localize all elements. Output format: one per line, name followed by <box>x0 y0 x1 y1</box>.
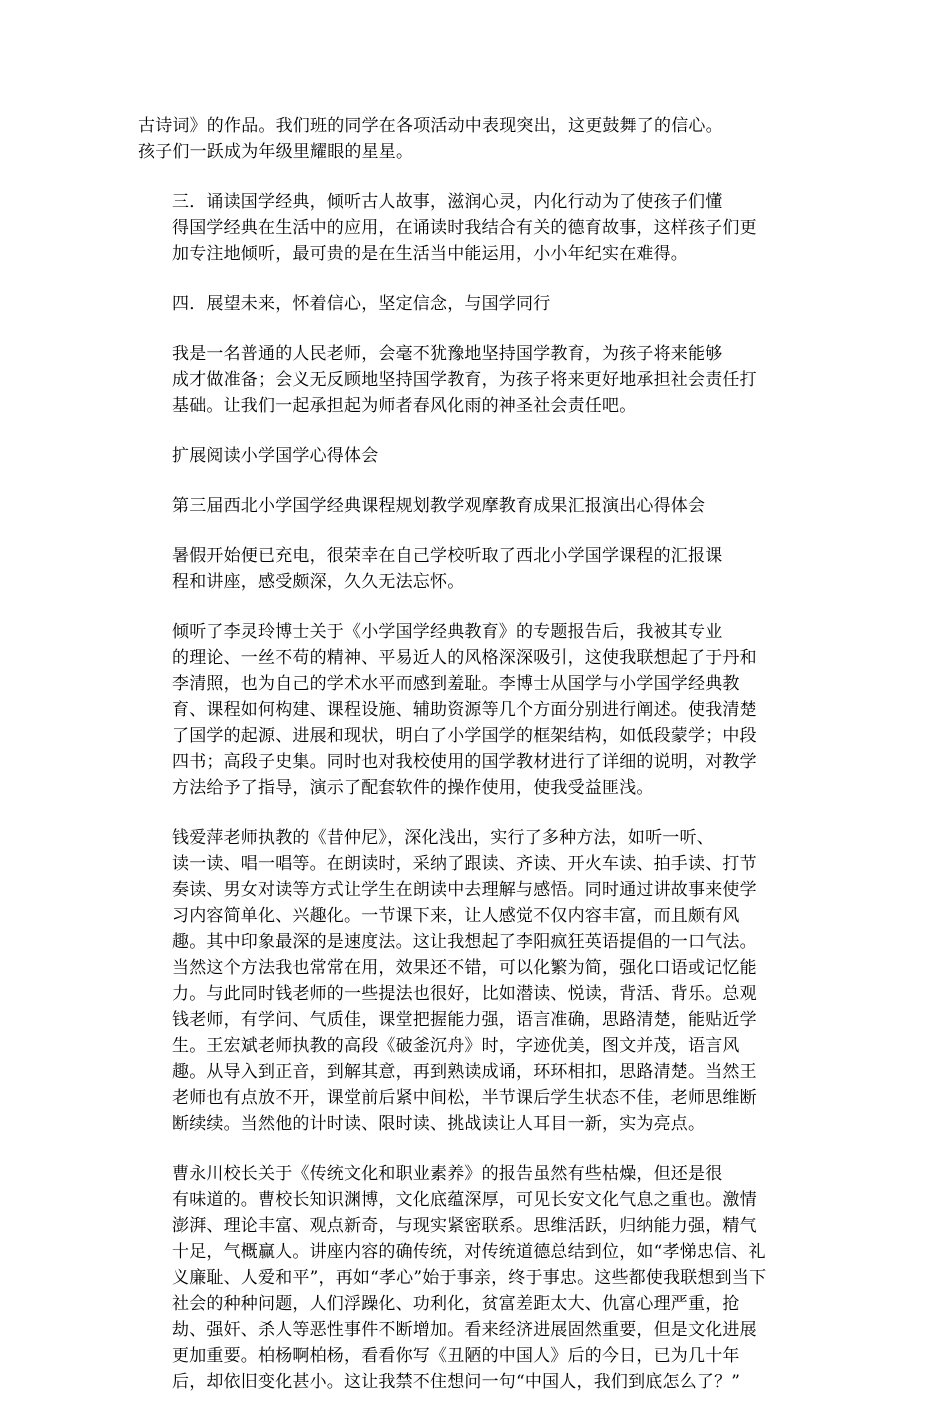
text-line: 十足，气概赢人。讲座内容的确传统，对传统道德总结到位，如“孝悌忠信、礼 <box>172 1242 766 1262</box>
text-line: 有味道的。曹校长知识渊博，文化底蕴深厚，可见长安文化气息之重也。激情 <box>172 1190 757 1210</box>
paragraph-p1 <box>138 113 812 165</box>
paragraph-p8 <box>138 619 812 801</box>
text-line: 加专注地倾听，最可贵的是在生活当中能运用，小小年纪实在难得。 <box>172 244 688 264</box>
text-line: 程和讲座，感受颇深，久久无法忘怀。 <box>172 572 465 592</box>
document-body <box>138 113 812 1419</box>
paragraph-p10 <box>138 1161 812 1395</box>
text-line: 劫、强奸、杀人等恶性事件不断增加。看来经济进展固然重要，但是文化进展 <box>172 1320 757 1340</box>
text-line: 生。王宏斌老师执教的高段《破釜沉舟》时，字迹优美，图文并茂，语言风 <box>172 1036 740 1056</box>
text-line: 李清照，也为自己的学术水平而感到羞耻。李博士从国学与小学国学经典教 <box>172 674 740 694</box>
text-line: 育、课程如何构建、课程设施、辅助资源等几个方面分别进行阐述。使我清楚 <box>172 700 757 720</box>
text-line: 曹永川校长关于《传统文化和职业素养》的报告虽然有些枯燥，但还是很 <box>172 1164 723 1184</box>
text-line: 后，却依旧变化甚小。这让我禁不住想问一句“中国人，我们到底怎么了？” <box>172 1372 741 1392</box>
paragraph-p3 <box>138 291 812 317</box>
text-line: 社会的种种问题，人们浮躁化、功利化，贫富差距太大、仇富心理严重，抢 <box>172 1294 740 1314</box>
text-line: 趣。其中印象最深的是速度法。这让我想起了李阳疯狂英语提倡的一口气法。 <box>172 932 757 952</box>
text-line: 钱爱萍老师执教的《昔仲尼》，深化浅出，实行了多种方法，如听一听、 <box>172 828 714 848</box>
text-line: 了国学的起源、进展和现状，明白了小学国学的框架结构，如低段蒙学；中段 <box>172 726 757 746</box>
text-line: 孩子们一跃成为年级里耀眼的星星。 <box>138 142 414 162</box>
text-line: 得国学经典在生活中的应用，在诵读时我结合有关的德育故事，这样孩子们更 <box>172 218 757 238</box>
text-line: 当然这个方法我也常常在用，效果还不错，可以化繁为简，强化口语或记忆能 <box>172 958 757 978</box>
text-line: 读一读、唱一唱等。在朗读时，采纳了跟读、齐读、开火车读、拍手读、打节 <box>172 854 757 874</box>
text-line: 倾听了李灵玲博士关于《小学国学经典教育》的专题报告后，我被其专业 <box>172 622 723 642</box>
text-line: 古诗词》的作品。我们班的同学在各项活动中表现突出，这更鼓舞了的信心。 <box>138 116 723 136</box>
paragraph-p6 <box>138 493 812 519</box>
paragraph-p4 <box>138 341 812 419</box>
text-line: 我是一名普通的人民老师，会毫不犹豫地坚持国学教育，为孩子将来能够 <box>172 344 723 364</box>
paragraph-p5 <box>138 443 812 469</box>
paragraph-p7 <box>138 543 812 595</box>
text-line: 的理论、一丝不苟的精神、平易近人的风格深深吸引，这使我联想起了于丹和 <box>172 648 757 668</box>
text-line: 断续续。当然他的计时读、限时读、挑战读让人耳目一新，实为亮点。 <box>172 1114 706 1134</box>
text-line: 暑假开始便已充电，很荣幸在自己学校听取了西北小学国学课程的汇报课 <box>172 546 723 566</box>
text-line: 更加重要。柏杨啊柏杨，看看你写《丑陋的中国人》后的今日，已为几十年 <box>172 1346 740 1366</box>
text-line: 基础。让我们一起承担起为师者春风化雨的神圣社会责任吧。 <box>172 396 637 416</box>
text-line: 四．展望未来，怀着信心，坚定信念，与国学同行 <box>172 294 551 314</box>
paragraph-p2 <box>138 189 812 267</box>
text-line: 奏读、男女对读等方式让学生在朗读中去理解与感悟。同时通过讲故事来使学 <box>172 880 757 900</box>
text-line: 趣。从导入到正音，到解其意，再到熟读成诵，环环相扣，思路清楚。当然王 <box>172 1062 757 1082</box>
text-line: 老师也有点放不开，课堂前后紧中间松，半节课后学生状态不佳，老师思维断 <box>172 1088 757 1108</box>
text-line: 四书；高段子史集。同时也对我校使用的国学教材进行了详细的说明，对教学 <box>172 752 757 772</box>
text-line: 习内容简单化、兴趣化。一节课下来，让人感觉不仅内容丰富，而且颇有风 <box>172 906 740 926</box>
text-line: 澎湃、理论丰富、观点新奇，与现实紧密联系。思维活跃，归纳能力强，精气 <box>172 1216 757 1236</box>
text-line: 第三届西北小学国学经典课程规划教学观摩教育成果汇报演出心得体会 <box>172 496 706 516</box>
text-line: 力。与此同时钱老师的一些提法也很好，比如潜读、悦读，背活、背乐。总观 <box>172 984 757 1004</box>
paragraph-p9 <box>138 825 812 1137</box>
text-line: 方法给予了指导，演示了配套软件的操作使用，使我受益匪浅。 <box>172 778 654 798</box>
text-line: 钱老师，有学问、气质佳，课堂把握能力强，语言准确，思路清楚，能贴近学 <box>172 1010 757 1030</box>
text-line: 扩展阅读小学国学心得体会 <box>172 446 379 466</box>
text-line: 义廉耻、人爱和平”，再如“孝心”始于事亲，终于事忠。这些都使我联想到当下 <box>172 1268 767 1288</box>
text-line: 三．诵读国学经典，倾听古人故事，滋润心灵，内化行动为了使孩子们懂 <box>172 192 723 212</box>
text-line: 成才做准备；会义无反顾地坚持国学教育，为孩子将来更好地承担社会责任打 <box>172 370 757 390</box>
